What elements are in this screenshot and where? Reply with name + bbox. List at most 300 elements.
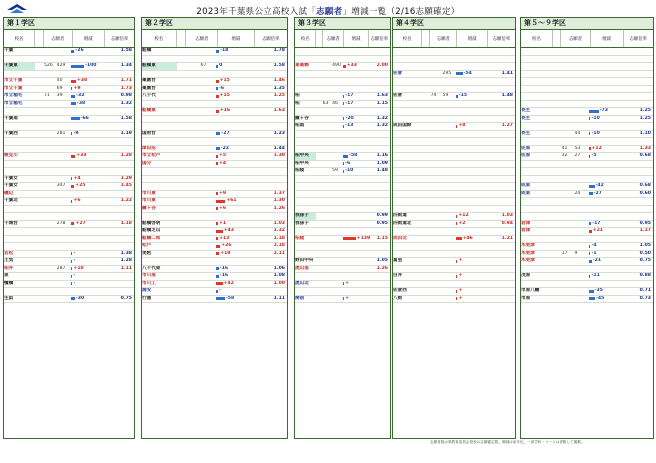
ratio-value (132, 108, 134, 115)
change-value: -54 (463, 70, 472, 76)
ratio-value: 1.25 (273, 93, 285, 98)
applicants-2022 (43, 168, 56, 175)
ratio-value: 1.28 (120, 258, 132, 263)
applicants-2023 (331, 251, 342, 258)
table-row (142, 153, 287, 161)
change-value (71, 108, 72, 115)
applicants-2023 (56, 123, 71, 130)
applicants-2023 (573, 236, 589, 243)
table-row (521, 101, 653, 109)
school-name (295, 191, 316, 198)
applicants-2023 (56, 176, 71, 183)
applicants-2022 (185, 176, 199, 183)
applicants-2023 (331, 71, 342, 78)
table-row (142, 206, 287, 214)
school-name: 鎌ヶ谷 (142, 205, 156, 211)
school-name (521, 56, 553, 63)
footer-note: 志願者数は県教育委員会発表の志願確定数。増減は前年比。一部学科・コースは省略して掲載。 (430, 440, 585, 444)
change-value: +8 (458, 123, 466, 128)
applicants-2022 (322, 221, 332, 228)
school-name (295, 198, 316, 205)
table-row (4, 71, 134, 79)
applicants-2023 (331, 221, 342, 228)
applicants-2022 (322, 93, 332, 100)
change-bar (71, 65, 84, 68)
school-name: 佐倉西 (393, 288, 407, 293)
applicants-2022 (561, 71, 574, 78)
school-name: 四街道北 (393, 220, 412, 226)
school-name (393, 183, 422, 190)
change-value (343, 288, 344, 295)
applicants-2022 (430, 213, 442, 220)
col-dept (422, 30, 430, 47)
ratio-value (651, 63, 653, 70)
applicants-2022: 32 (561, 153, 568, 158)
applicants-2023: 278 (56, 220, 66, 226)
applicants-2023 (573, 198, 589, 205)
change-value: +43 (223, 228, 234, 233)
applicants-2023 (331, 281, 342, 288)
applicants-2023: 429 (56, 63, 66, 68)
applicants-2023 (442, 251, 456, 258)
applicants-2022 (185, 116, 199, 123)
applicants-2022 (185, 273, 199, 280)
applicants-2022 (185, 266, 199, 273)
applicants-2022 (43, 153, 56, 160)
applicants-2023 (442, 273, 456, 280)
applicants-2023 (56, 146, 71, 153)
school-name (142, 168, 177, 175)
table-row (142, 123, 287, 131)
col-ratio: 志願倍率 (492, 36, 511, 42)
applicants-2022 (430, 131, 442, 138)
change-value (71, 236, 72, 243)
change-value: -17 (345, 100, 354, 106)
table-row (4, 78, 134, 86)
table-row (4, 281, 134, 289)
applicants-2022 (430, 281, 442, 288)
applicants-2022 (561, 288, 574, 295)
ratio-value (513, 78, 515, 85)
school-name (393, 48, 422, 55)
table-row (521, 243, 653, 251)
applicants-2023 (442, 146, 456, 153)
applicants-2023 (200, 213, 217, 220)
table-row (521, 78, 653, 86)
school-name: 市川工 (142, 280, 156, 286)
applicants-2022 (561, 63, 574, 70)
change-value: +61 (226, 198, 237, 203)
applicants-2023 (442, 56, 456, 63)
ratio-value (513, 243, 515, 250)
school-name (521, 101, 553, 108)
table-row (295, 71, 390, 79)
ratio-value (132, 206, 134, 213)
ratio-value (513, 48, 515, 55)
table-row (521, 183, 653, 191)
title-main: 志願者 (316, 7, 343, 17)
applicants-2022 (322, 138, 332, 145)
applicants-2022 (185, 146, 199, 153)
ratio-value: 1.58 (120, 48, 132, 53)
applicants-2023 (56, 243, 71, 250)
applicants-2022 (322, 146, 332, 153)
table-row (521, 123, 653, 131)
school-name: 船橋東 (142, 63, 177, 70)
applicants-2022 (561, 266, 574, 273)
school-name (142, 101, 177, 108)
applicants-2022 (561, 176, 574, 183)
change-value (589, 101, 590, 108)
table-row (393, 266, 515, 274)
ratio-value (388, 131, 390, 138)
table-row (521, 131, 653, 139)
applicants-2022 (430, 138, 442, 145)
district-panel (392, 17, 516, 439)
applicants-2023 (331, 131, 342, 138)
ratio-value: 1.37 (273, 190, 285, 196)
table-row (521, 168, 653, 176)
table-row (142, 138, 287, 146)
ratio-value (513, 108, 515, 115)
table-row (393, 131, 515, 139)
ratio-value (513, 296, 515, 303)
ratio-value (132, 123, 134, 130)
applicants-2022 (561, 243, 574, 250)
table-row (142, 101, 287, 109)
table-row (4, 56, 134, 64)
ratio-value (132, 191, 134, 198)
change-value: -45 (595, 295, 605, 301)
change-value (216, 183, 217, 190)
school-name: 木更津 (521, 258, 535, 263)
col-ratio: 志願倍率 (110, 36, 129, 42)
change-value: -38 (76, 100, 86, 106)
ratio-value (285, 138, 287, 145)
ratio-value (513, 258, 515, 265)
table-row (142, 161, 287, 169)
applicants-2023 (331, 296, 342, 303)
table-row (142, 63, 287, 71)
school-name (393, 228, 422, 235)
change-value: +46 (462, 235, 473, 241)
change-value: + (458, 288, 463, 293)
applicants-2023: 59 (442, 93, 449, 98)
table-row (521, 198, 653, 206)
applicants-2022 (185, 86, 199, 93)
applicants-2023 (331, 176, 342, 183)
ratio-value (651, 56, 653, 63)
applicants-2022 (561, 281, 574, 288)
applicants-2022 (43, 281, 56, 288)
school-name: 千葉西 (4, 130, 18, 136)
school-name: 関宿 (295, 295, 305, 301)
school-name (393, 116, 422, 123)
ratio-value (513, 206, 515, 213)
table-row (295, 266, 390, 274)
applicants-2022 (43, 206, 56, 213)
change-value (71, 213, 72, 220)
applicants-2022 (185, 78, 199, 85)
applicants-2022 (561, 228, 574, 235)
table-row (393, 288, 515, 296)
applicants-2022 (430, 56, 442, 63)
applicants-2023 (442, 123, 456, 130)
school-name (142, 176, 177, 183)
change-value (589, 176, 590, 183)
applicants-2022 (430, 266, 442, 273)
applicants-2023 (573, 266, 589, 273)
applicants-2022 (322, 78, 332, 85)
applicants-2023 (573, 176, 589, 183)
applicants-2022 (322, 273, 332, 280)
table-row (393, 93, 515, 101)
ratio-value (388, 176, 390, 183)
applicants-2022 (322, 258, 332, 265)
school-name: 市川南 (142, 273, 156, 278)
applicants-2022 (43, 221, 56, 228)
table-row (142, 251, 287, 259)
applicants-2022 (322, 48, 332, 55)
ratio-value (285, 71, 287, 78)
change-value: +4 (73, 175, 81, 181)
table-row (295, 213, 390, 221)
applicants-2023 (331, 56, 342, 63)
district-header: 第５～９学区 (521, 18, 653, 30)
school-name: 津田沼 (142, 145, 156, 151)
ratio-value (388, 146, 390, 153)
applicants-2022 (561, 161, 574, 168)
table-row (4, 183, 134, 191)
ratio-value: 1.78 (273, 48, 285, 53)
applicants-2022 (43, 146, 56, 153)
school-name: 船橋二和 (142, 235, 161, 241)
applicants-2022 (561, 116, 574, 123)
table-row (295, 86, 390, 94)
applicants-2022 (185, 296, 199, 303)
applicants-2022 (561, 123, 574, 130)
ratio-value: 0.94 (501, 220, 513, 226)
ratio-value: 1.58 (120, 115, 132, 121)
table-row (142, 296, 287, 304)
school-name (521, 71, 553, 78)
ratio-value (388, 183, 390, 190)
applicants-2022 (322, 288, 332, 295)
table-row (142, 116, 287, 124)
ratio-value: 1.26 (376, 265, 388, 271)
change-value (216, 101, 217, 108)
table-row (393, 228, 515, 236)
applicants-2022 (430, 288, 442, 295)
applicants-2023 (573, 221, 589, 228)
change-value (343, 176, 344, 183)
applicants-2022 (185, 93, 199, 100)
change-value (216, 176, 217, 183)
applicants-2022 (185, 138, 199, 145)
school-name: 千葉 (4, 48, 14, 53)
ratio-value (388, 56, 390, 63)
ratio-value: 0.68 (639, 153, 651, 158)
applicants-2022 (561, 101, 574, 108)
ratio-value (132, 288, 134, 295)
ratio-value: 2.00 (376, 63, 388, 68)
change-value (216, 123, 217, 130)
applicants-2023 (200, 71, 217, 78)
change-value: -66 (80, 115, 89, 121)
school-name (393, 78, 422, 85)
school-name: 流山南 (295, 265, 309, 271)
applicants-2022 (430, 71, 442, 78)
table-row (393, 198, 515, 206)
ratio-value: 1.44 (273, 145, 285, 151)
ratio-value (651, 101, 653, 108)
applicants-2023 (56, 108, 71, 115)
change-bar (71, 117, 80, 120)
applicants-2022 (185, 168, 199, 175)
table-row (295, 198, 390, 206)
applicants-2022 (430, 146, 442, 153)
change-value: -35 (594, 288, 603, 293)
school-name (4, 108, 35, 115)
change-value (71, 71, 72, 78)
ratio-value (513, 281, 515, 288)
change-value (343, 273, 344, 280)
change-value (343, 221, 344, 228)
ratio-value: 1.32 (120, 100, 132, 106)
applicants-2023: 490 (332, 63, 341, 68)
applicants-2022 (430, 221, 442, 228)
applicants-2022 (322, 206, 332, 213)
school-name (4, 71, 35, 78)
table-row (393, 273, 515, 281)
change-value (456, 168, 457, 175)
applicants-2023 (331, 258, 342, 265)
table-row (521, 161, 653, 169)
applicants-2022 (43, 56, 56, 63)
change-value (71, 206, 72, 213)
applicants-2023 (200, 206, 217, 213)
table-row (295, 146, 390, 154)
change-value: -42 (595, 183, 604, 188)
applicants-2022 (185, 108, 199, 115)
applicants-2023 (331, 123, 342, 130)
change-value (456, 228, 457, 235)
applicants-2022: 74 (430, 93, 437, 98)
applicants-2023 (573, 86, 589, 93)
applicants-2022 (43, 288, 56, 295)
table-row (142, 78, 287, 86)
table-row (521, 108, 653, 116)
applicants-2023 (56, 153, 71, 160)
change-value: 0 (218, 63, 223, 68)
applicants-2023 (442, 116, 456, 123)
school-name (295, 206, 316, 213)
table-row (4, 123, 134, 131)
applicants-2023 (573, 63, 589, 70)
ratio-value: 1.25 (639, 108, 651, 113)
ratio-value (285, 288, 287, 295)
table-row (4, 213, 134, 221)
change-value: -9 (73, 130, 79, 136)
applicants-2023: 287 (56, 265, 66, 271)
change-value (71, 191, 72, 198)
change-bar (343, 237, 356, 240)
table-row (295, 273, 390, 281)
school-name (521, 161, 553, 168)
applicants-2023 (200, 48, 217, 55)
school-name: 市立松戸 (142, 153, 161, 158)
school-name: 浦安 (142, 288, 152, 293)
ratio-value: 1.09 (376, 160, 388, 166)
applicants-2022 (43, 236, 56, 243)
school-name: 千城台 (4, 220, 18, 226)
applicants-2022 (430, 228, 442, 235)
ratio-value: 1.18 (273, 235, 285, 241)
school-name: 君津 (521, 220, 531, 226)
applicants-2022 (185, 71, 199, 78)
change-value (216, 116, 217, 123)
table-row (295, 281, 390, 289)
ratio-value (132, 213, 134, 220)
table-row (521, 251, 653, 259)
change-value (589, 213, 590, 220)
ratio-value: 0.68 (639, 183, 651, 188)
table-row (521, 191, 653, 199)
ratio-value (651, 236, 653, 243)
ratio-value: 1.32 (273, 228, 285, 233)
ratio-value (132, 146, 134, 153)
table-row (295, 288, 390, 296)
change-value (456, 266, 457, 273)
change-value (456, 183, 457, 190)
ratio-value: 1.30 (273, 198, 285, 203)
applicants-2022 (185, 288, 199, 295)
ratio-value: 1.00 (273, 280, 285, 286)
school-name (393, 251, 422, 258)
applicants-2022 (430, 161, 442, 168)
school-name (393, 281, 422, 288)
school-name: 柏陵 (295, 235, 305, 241)
school-name: 木更津 (521, 243, 535, 248)
school-name (295, 251, 316, 258)
change-value: +25 (75, 183, 86, 188)
ratio-value: 1.11 (273, 295, 285, 301)
ratio-value: 1.63 (273, 108, 285, 113)
applicants-2023 (573, 168, 589, 175)
applicants-2023 (200, 108, 217, 115)
ratio-value: 1.22 (120, 198, 132, 203)
table-row (295, 131, 390, 139)
col-school-name: 校名 (393, 30, 422, 47)
applicants-2023 (442, 131, 456, 138)
ratio-value (651, 161, 653, 168)
school-name: 我孫子 (295, 213, 316, 220)
table-row (521, 71, 653, 79)
ratio-value: 1.18 (273, 243, 285, 248)
change-value (456, 86, 457, 93)
ratio-value (651, 78, 653, 85)
table-row (4, 221, 134, 229)
table-row (393, 48, 515, 56)
col-ratio: 志願倍率 (629, 36, 648, 42)
school-name: 流山北 (295, 280, 309, 286)
applicants-2022 (185, 63, 199, 70)
applicants-2023 (331, 213, 342, 220)
applicants-2023 (56, 228, 71, 235)
change-value (343, 213, 344, 220)
table-row (142, 93, 287, 101)
applicants-2023 (573, 138, 589, 145)
